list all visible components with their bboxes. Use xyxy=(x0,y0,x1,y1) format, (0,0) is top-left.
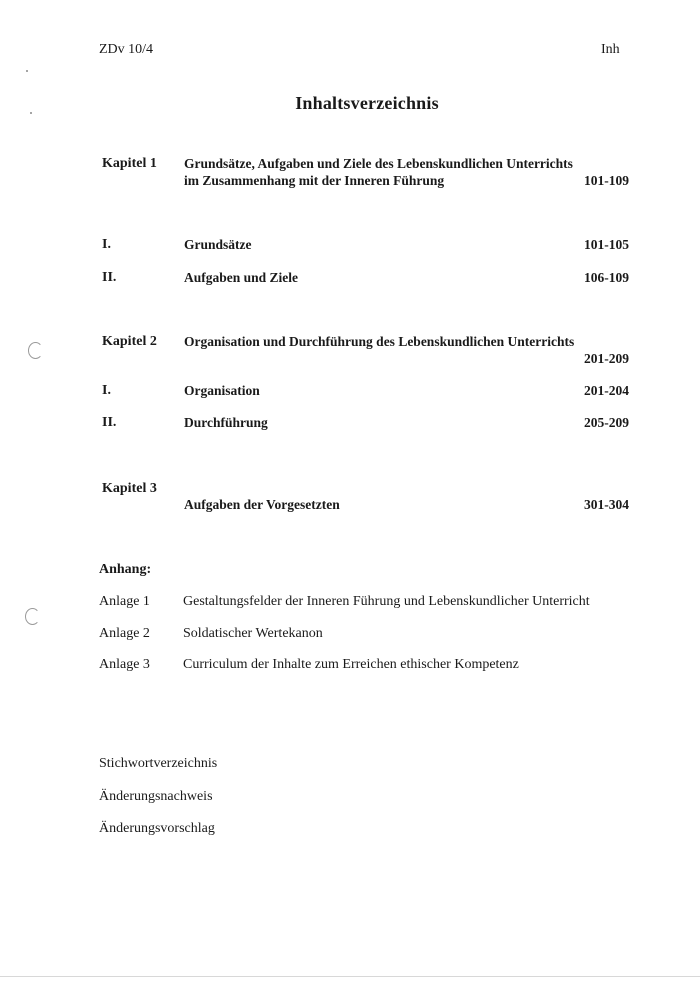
index-entry: Änderungsnachweis xyxy=(99,789,213,804)
chapter-3-title: Aufgaben der Vorgesetzten xyxy=(184,497,340,512)
annex-label: Anlage 3 xyxy=(99,657,150,672)
annex-label: Anlage 2 xyxy=(99,626,150,641)
section-title: Aufgaben und Ziele xyxy=(184,270,299,285)
scan-speck xyxy=(26,70,28,72)
annex-heading: Anhang: xyxy=(99,562,152,577)
section-pages: 101-105 xyxy=(584,237,629,252)
chapter-2-pages: 201-209 xyxy=(584,351,629,366)
section-pages: 106-109 xyxy=(584,270,629,285)
index-entry: Stichwortverzeichnis xyxy=(99,756,218,771)
page-edge xyxy=(0,976,700,977)
chapter-3-pages: 301-304 xyxy=(584,497,629,512)
chapter-1-pages: 101-109 xyxy=(584,173,629,188)
page-title: Inhaltsverzeichnis xyxy=(295,93,439,113)
annex-title: Gestaltungsfelder der Inneren Führung und Lebenskundlicher Unterricht xyxy=(183,594,590,609)
chapter-1-label: Kapitel 1 xyxy=(102,156,157,171)
section-title: Organisation xyxy=(184,383,260,398)
index-entry: Änderungsvorschlag xyxy=(99,821,215,836)
section-pages: 205-209 xyxy=(584,415,629,430)
section-title: Durchführung xyxy=(184,415,268,430)
punch-hole xyxy=(28,342,43,359)
header-doc-id: ZDv 10/4 xyxy=(99,42,154,57)
section-title: Grundsätze xyxy=(184,237,252,252)
chapter-2-title: Organisation und Durchführung des Lebenskundlichen Unterrichts xyxy=(184,334,575,349)
chapter-2-label: Kapitel 2 xyxy=(102,334,157,349)
section-pages: 201-204 xyxy=(584,383,629,398)
chapter-3-label: Kapitel 3 xyxy=(102,481,157,496)
annex-label: Anlage 1 xyxy=(99,594,150,609)
section-number: II. xyxy=(102,270,117,285)
section-number: II. xyxy=(102,415,117,430)
section-number: I. xyxy=(102,237,111,252)
annex-title: Curriculum der Inhalte zum Erreichen ethischer Kompetenz xyxy=(183,657,519,672)
annex-title: Soldatischer Wertekanon xyxy=(183,626,323,641)
chapter-1-title-line1: Grundsätze, Aufgaben und Ziele des Lebenskundlichen Unterrichts xyxy=(184,156,573,171)
section-number: I. xyxy=(102,383,111,398)
header-section: Inh xyxy=(601,42,620,57)
punch-hole xyxy=(25,608,40,625)
chapter-1-title-line2: im Zusammenhang mit der Inneren Führung xyxy=(184,173,445,188)
